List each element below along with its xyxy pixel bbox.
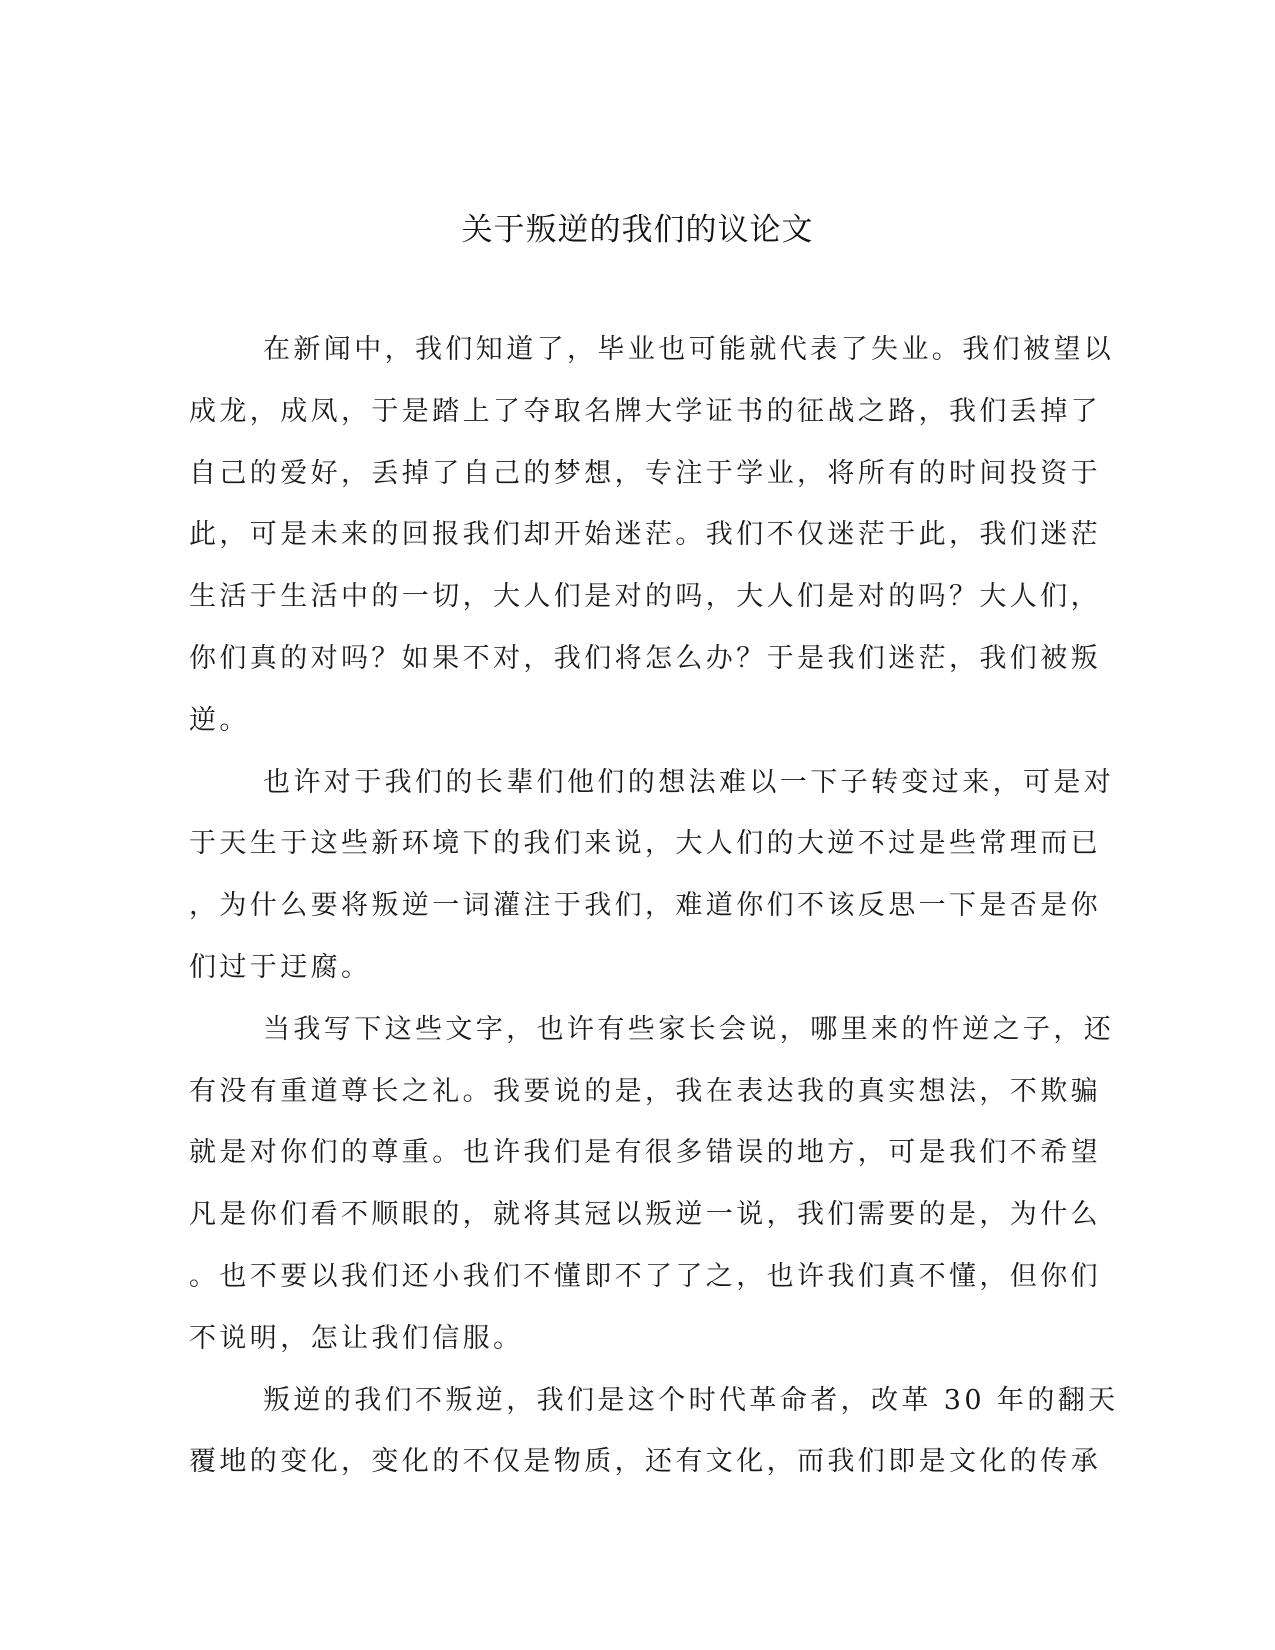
text-line: 叛逆的我们不叛逆，我们是这个时代革命者，改革 30 年的翻天 (263, 1384, 1119, 1416)
text-line: 也许对于我们的长辈们他们的想法难以一下子转变过来，可是对 (263, 766, 1115, 798)
text-line: 不说明，怎让我们信服。 (189, 1322, 524, 1354)
text-line: 此，可是未来的回报我们却开始迷茫。我们不仅迷茫于此，我们迷茫 (189, 519, 1101, 551)
text-line: 当我写下这些文字，也许有些家长会说，哪里来的忤逆之子，还 (263, 1013, 1115, 1045)
text-line: 有没有重道尊长之礼。我要说的是，我在表达我的真实想法，不欺骗 (189, 1075, 1101, 1107)
text-line: 在新闻中，我们知道了，毕业也可能就代表了失业。我们被望以 (263, 334, 1115, 365)
document-title: 关于叛逆的我们的议论文 (461, 212, 814, 248)
text-line: 逆。 (189, 704, 250, 736)
text-line: 自己的爱好，丢掉了自己的梦想，专注于学业，将所有的时间投资于 (189, 457, 1101, 489)
text-line: 就是对你们的尊重。也许我们是有很多错误的地方，可是我们不希望 (189, 1137, 1101, 1169)
text-line: 覆地的变化，变化的不仅是物质，还有文化，而我们即是文化的传承 (189, 1446, 1101, 1478)
text-line: 生活于生活中的一切，大人们是对的吗，大人们是对的吗？大人们， (189, 581, 1101, 613)
text-line: 。也不要以我们还小我们不懂即不了了之，也许我们真不懂，但你们 (189, 1260, 1101, 1292)
text-line: 们过于迂腐。 (189, 951, 372, 983)
text-line: 凡是你们看不顺眼的，就将其冠以叛逆一说，我们需要的是，为什么 (189, 1199, 1101, 1231)
text-line: ，为什么要将叛逆一词灌注于我们，难道你们不该反思一下是否是你 (189, 890, 1101, 922)
text-line: 你们真的对吗？如果不对，我们将怎么办？于是我们迷茫，我们被叛 (189, 642, 1101, 674)
text-line: 于天生于这些新环境下的我们来说，大人们的大逆不过是些常理而已 (189, 828, 1101, 860)
text-line: 成龙，成凤，于是踏上了夺取名牌大学证书的征战之路，我们丢掉了 (189, 395, 1101, 427)
document-body (189, 325, 1119, 1499)
